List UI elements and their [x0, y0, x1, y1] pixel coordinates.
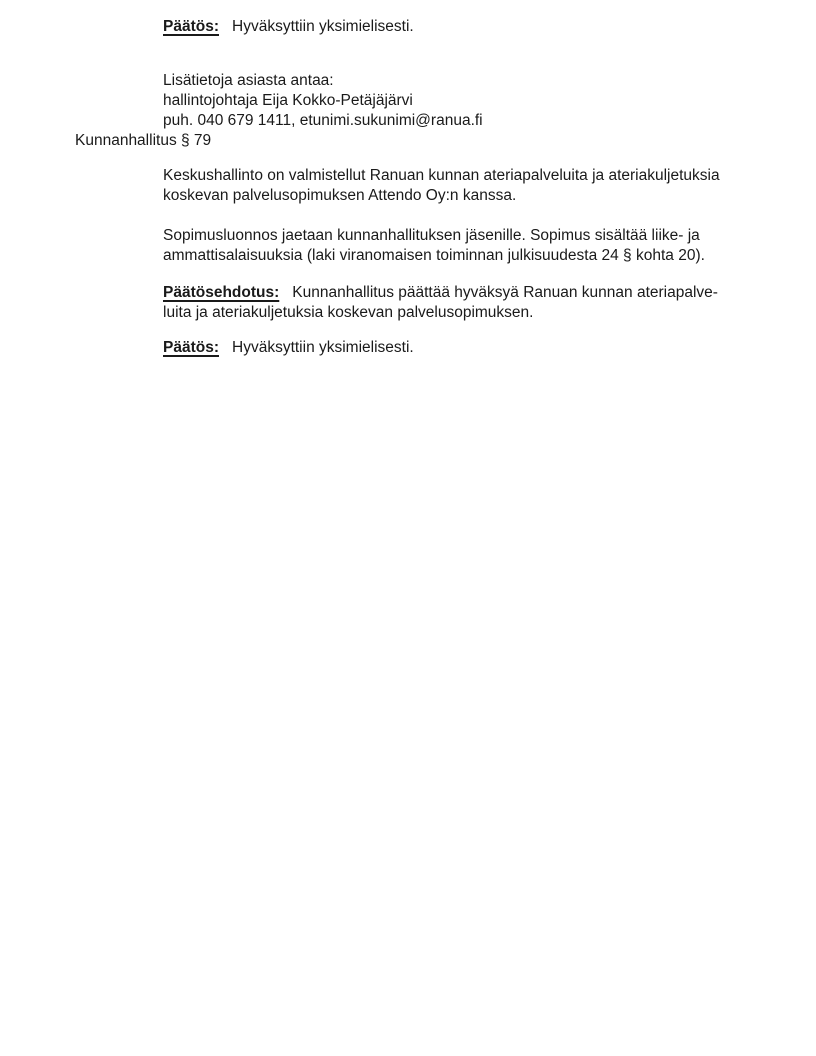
decision-proposal-text: Kunnanhallitus päättää hyväksyä Ranuan kunnan ateriapalve-: [292, 284, 718, 301]
decision-line-bottom: [163, 338, 414, 358]
decision-text: Hyväksyttiin yksimielisesti.: [232, 18, 414, 35]
section-heading: Kunnanhallitus § 79: [75, 132, 212, 149]
paragraph-sopimusluonnos: [163, 226, 705, 266]
contact-line: Lisätietoja asiasta antaa:: [163, 72, 334, 89]
decision-label: Päätös:: [163, 18, 219, 35]
paragraph-line: Keskushallinto on valmistellut Ranuan kunnan ateriapalveluita ja ateriakuljetuksia: [163, 167, 720, 184]
decision-proposal-block: [163, 283, 718, 323]
paragraph-line: koskevan palvelusopimuksen Attendo Oy:n kanssa.: [163, 187, 517, 204]
paragraph-keskushallinto: [163, 166, 720, 206]
decision-proposal-label: Päätösehdotus:: [163, 284, 280, 301]
contact-info-block: [163, 71, 483, 131]
decision-label: Päätös:: [163, 339, 219, 356]
decision-line-top: [163, 17, 414, 37]
decision-proposal-line1: [163, 283, 718, 303]
decision-proposal-line2: luita ja ateriakuljetuksia koskevan palvelusopimuksen.: [163, 304, 534, 321]
paragraph-line: Sopimusluonnos jaetaan kunnanhallituksen jäsenille. Sopimus sisältää liike- ja: [163, 227, 700, 244]
contact-line: hallintojohtaja Eija Kokko-Petäjäjärvi: [163, 92, 413, 109]
paragraph-line: ammattisalaisuuksia (laki viranomaisen toiminnan julkisuudesta 24 § kohta 20).: [163, 247, 705, 264]
decision-text: Hyväksyttiin yksimielisesti.: [232, 339, 414, 356]
contact-line: puh. 040 679 1411, etunimi.sukunimi@ranua.fi: [163, 112, 483, 129]
